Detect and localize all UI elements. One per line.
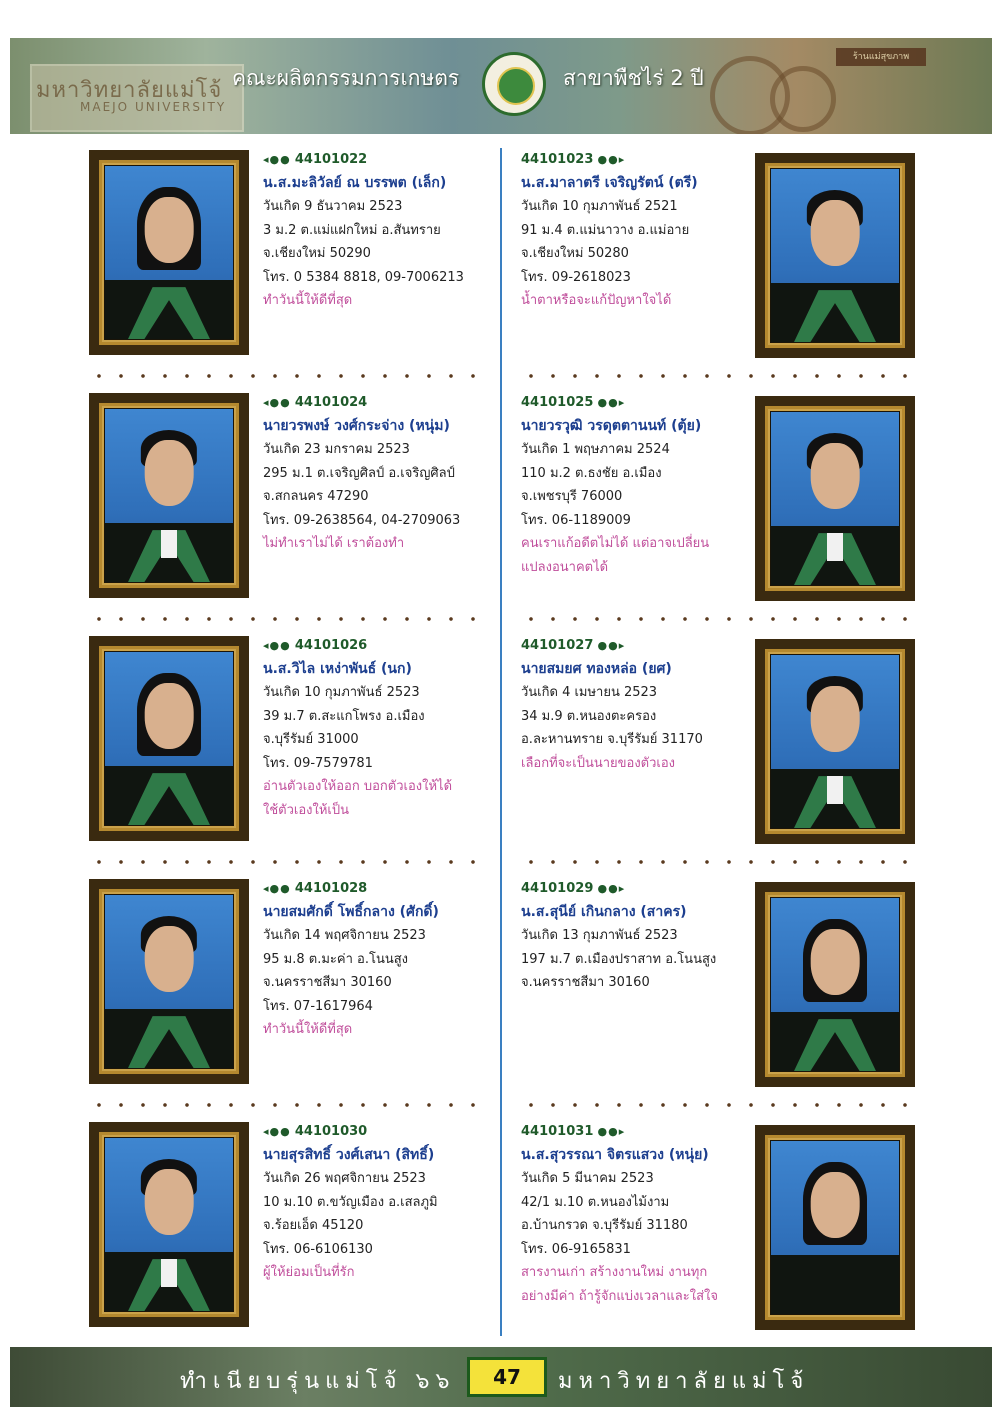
- arrow-left-icon: ◂●●: [263, 1125, 291, 1138]
- student-phone: โทร. 0 5384 8818, 09-7006213: [263, 269, 464, 285]
- student-birthday: วันเกิด 9 ธันวาคม 2523: [263, 199, 403, 214]
- student-motto: ทำวันนี้ให้ดีที่สุด: [263, 293, 353, 308]
- student-entry: [263, 1120, 438, 1285]
- dotted-separator: [520, 858, 920, 866]
- arrow-right-icon: ●●▸: [597, 639, 626, 652]
- arrow-right-icon: ●●▸: [597, 882, 626, 895]
- student-entry: [263, 877, 439, 1042]
- student-motto: เลือกที่จะเป็นนายของตัวเอง: [521, 755, 676, 771]
- student-motto: ทำวันนี้ให้ดีที่สุด: [263, 1022, 353, 1037]
- student-id: 44101027: [521, 638, 594, 653]
- student-entry: [521, 877, 716, 995]
- student-photo: [755, 396, 915, 601]
- student-phone: โทร. 09-2638564, 04-2709063: [263, 512, 461, 528]
- student-address: จ.นครราชสีมา 30160: [521, 975, 650, 990]
- faculty-title: คณะผลิตกรรมการเกษตร: [232, 66, 460, 90]
- student-entry: [521, 1120, 718, 1308]
- student-name: น.ส.มะลิวัลย์ ณ บรรพต (เล็ก): [263, 174, 447, 191]
- student-birthday: วันเกิด 23 มกราคม 2523: [263, 442, 410, 457]
- student-address: อ.ละหานทราย จ.บุรีรัมย์ 31170: [521, 732, 703, 747]
- dotted-separator: [520, 615, 920, 623]
- student-entry: [521, 391, 709, 579]
- student-address: 95 ม.8 ต.มะค่า อ.โนนสูง: [263, 951, 409, 967]
- student-address: จ.ร้อยเอ็ด 45120: [263, 1218, 364, 1233]
- student-address: 34 ม.9 ต.หนองตะครอง: [521, 708, 657, 724]
- student-name: นายสมยศ ทองหล่อ (ยศ): [521, 660, 672, 677]
- student-id: 44101024: [294, 395, 368, 410]
- student-photo: [89, 150, 249, 355]
- footer-banner: [10, 1347, 992, 1407]
- student-photo: [755, 639, 915, 844]
- student-name: นายสุรสิทธิ์ วงศ์เสนา (สิทธิ์): [263, 1146, 435, 1163]
- student-name: น.ส.มาลาตรี เจริญรัตน์ (ตรี): [521, 174, 698, 191]
- cart-wheel-image: [770, 66, 836, 132]
- student-name: น.ส.สุนีย์ เกินกลาง (สาคร): [521, 903, 687, 920]
- student-address: จ.เชียงใหม่ 50290: [263, 246, 371, 261]
- student-photo: [89, 879, 249, 1084]
- university-name: มหาวิทยาลัยแม่โจ้: [558, 1369, 810, 1394]
- student-motto: อย่างมีค่า ถ้ารู้จักแบ่งเวลาและใส่ใจ: [521, 1288, 718, 1304]
- dotted-separator: [88, 858, 493, 866]
- student-address: 197 ม.7 ต.เมืองปราสาท อ.โนนสูง: [521, 951, 717, 967]
- student-entry: [521, 148, 698, 313]
- arrow-left-icon: ◂●●: [263, 882, 291, 895]
- arrow-left-icon: ◂●●: [263, 153, 291, 166]
- student-motto: ไม่ทำเราไม่ได้ เราต้องทำ: [263, 536, 405, 551]
- student-id: 44101025: [521, 395, 594, 410]
- arrow-right-icon: ●●▸: [597, 1125, 626, 1138]
- student-name: นายวรพงษ์ วงศ์กระจ่าง (หนุ่ม): [263, 417, 450, 434]
- student-address: 91 ม.4 ต.แม่นาวาง อ.แม่อาย: [521, 222, 690, 238]
- student-birthday: วันเกิด 14 พฤศจิกายน 2523: [263, 928, 426, 943]
- student-birthday: วันเกิด 10 กุมภาพันธ์ 2523: [263, 685, 420, 700]
- student-name: น.ส.วิไล เหง่าพันธ์ (นก): [263, 660, 412, 677]
- university-sign-subtext: MAEJO UNIVERSITY: [80, 100, 227, 114]
- student-birthday: วันเกิด 5 มีนาคม 2523: [521, 1171, 654, 1186]
- student-photo: [755, 153, 915, 358]
- student-id: 44101028: [294, 881, 368, 896]
- student-motto: ใช้ตัวเองให้เป็น: [263, 802, 350, 818]
- student-birthday: วันเกิด 13 กุมภาพันธ์ 2523: [521, 928, 678, 943]
- arrow-right-icon: ●●▸: [597, 153, 626, 166]
- dotted-separator: [88, 615, 493, 623]
- student-address: จ.เพชรบุรี 76000: [521, 489, 623, 504]
- student-birthday: วันเกิด 26 พฤศจิกายน 2523: [263, 1171, 426, 1186]
- student-birthday: วันเกิด 1 พฤษภาคม 2524: [521, 442, 670, 457]
- student-entry: [263, 634, 452, 822]
- student-id: 44101022: [294, 152, 368, 167]
- student-phone: โทร. 06-9165831: [521, 1241, 631, 1257]
- dotted-separator: [520, 372, 920, 380]
- student-name: นายวรวุฒิ วรดุตตานนท์ (ตุ้ย): [521, 417, 702, 434]
- student-name: นายสมศักดิ์ โพธิ์กลาง (ศักดิ์): [263, 903, 439, 920]
- student-photo: [89, 1122, 249, 1327]
- student-name: น.ส.สุวรรณา จิตรแสวง (หนุ่ย): [521, 1146, 709, 1163]
- student-phone: โทร. 06-6106130: [263, 1241, 373, 1257]
- student-photo: [89, 393, 249, 598]
- student-id: 44101023: [521, 152, 594, 167]
- university-seal-icon: [482, 52, 546, 116]
- dotted-separator: [520, 1101, 920, 1109]
- arrow-right-icon: ●●▸: [597, 396, 626, 409]
- student-phone: โทร. 06-1189009: [521, 512, 631, 528]
- student-address: 3 ม.2 ต.แม่แฝกใหม่ อ.สันทราย: [263, 222, 441, 238]
- header-banner: [10, 38, 992, 134]
- dotted-separator: [88, 372, 493, 380]
- university-sign-text: มหาวิทยาลัยแม่โจ้: [36, 78, 223, 103]
- student-photo: [89, 636, 249, 841]
- program-title: สาขาพืชไร่ 2 ปี: [563, 66, 704, 90]
- student-entry: [263, 148, 464, 313]
- student-motto: คนเราแก้อดีตไม่ได้ แต่อาจเปลี่ยน: [521, 536, 710, 551]
- student-photo: [755, 882, 915, 1087]
- student-motto: แปลงอนาคตได้: [521, 559, 609, 575]
- student-motto: สารงานเก่า สร้างงานใหม่ งานทุก: [521, 1265, 708, 1280]
- student-phone: โทร. 07-1617964: [263, 998, 373, 1014]
- student-phone: โทร. 09-7579781: [263, 755, 373, 771]
- student-address: อ.บ้านกรวด จ.บุรีรัมย์ 31180: [521, 1218, 688, 1233]
- shop-sign: ร้านแม่สุขภาพ: [836, 48, 926, 66]
- student-photo: [755, 1125, 915, 1330]
- student-birthday: วันเกิด 4 เมษายน 2523: [521, 685, 658, 700]
- student-address: จ.เชียงใหม่ 50280: [521, 246, 629, 261]
- student-address: จ.บุรีรัมย์ 31000: [263, 732, 359, 747]
- student-id: 44101030: [294, 1124, 368, 1139]
- student-address: 110 ม.2 ต.ธงชัย อ.เมือง: [521, 465, 662, 481]
- student-address: จ.นครราชสีมา 30160: [263, 975, 392, 990]
- student-entry: [263, 391, 460, 556]
- student-motto: อ่านตัวเองให้ออก บอกตัวเองให้ได้: [263, 779, 453, 794]
- yearbook-title: ทำเนียบรุ่นแม่โจ้ ๖๖: [180, 1369, 456, 1394]
- student-id: 44101029: [521, 881, 594, 896]
- arrow-left-icon: ◂●●: [263, 396, 291, 409]
- student-motto: น้ำตาหรือจะแก้ปัญหาใจได้: [521, 293, 672, 308]
- student-motto: ผู้ให้ย่อมเป็นที่รัก: [263, 1265, 355, 1280]
- dotted-separator: [88, 1101, 493, 1109]
- student-entry: [521, 634, 703, 775]
- page-number: 47: [467, 1357, 547, 1397]
- student-address: 42/1 ม.10 ต.หนองไม้งาม: [521, 1194, 670, 1210]
- student-birthday: วันเกิด 10 กุมภาพันธ์ 2521: [521, 199, 678, 214]
- student-address: 295 ม.1 ต.เจริญศิลป์ อ.เจริญศิลป์: [263, 465, 455, 481]
- arrow-left-icon: ◂●●: [263, 639, 291, 652]
- student-phone: โทร. 09-2618023: [521, 269, 631, 285]
- student-id: 44101026: [294, 638, 368, 653]
- student-address: จ.สกลนคร 47290: [263, 489, 369, 504]
- student-address: 39 ม.7 ต.สะแกโพรง อ.เมือง: [263, 708, 425, 724]
- student-id: 44101031: [521, 1124, 594, 1139]
- column-divider: [500, 148, 502, 1336]
- student-address: 10 ม.10 ต.ขวัญเมือง อ.เสลภูมิ: [263, 1194, 438, 1210]
